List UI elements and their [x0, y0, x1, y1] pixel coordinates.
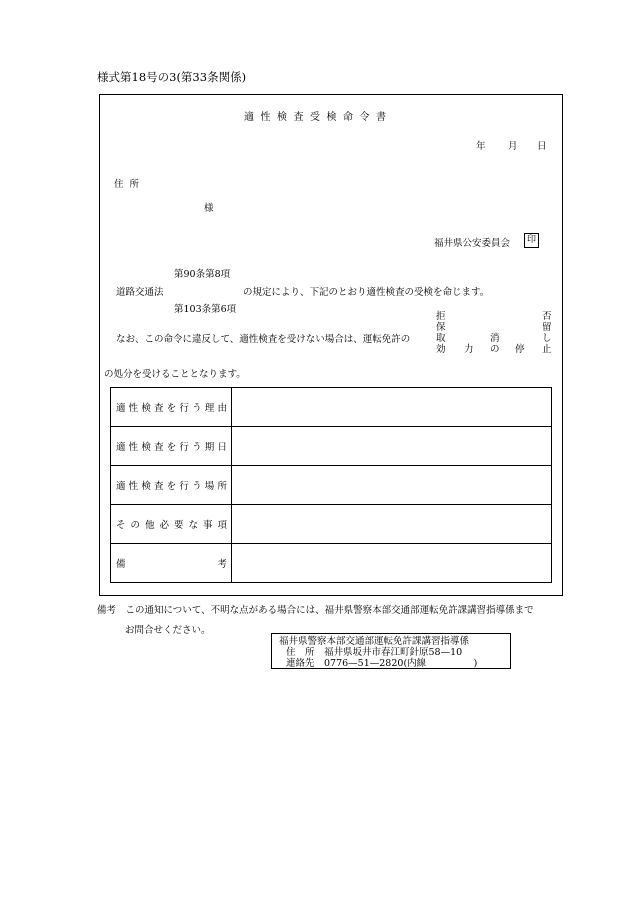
seal-mark: 印	[524, 233, 539, 248]
remarks-line-2: お問合せください。	[125, 625, 211, 636]
remarks-line-1: 備考 この通知について、不明な点がある場合には、福井県警察本部交通部運転免許課講習指導係まで	[97, 605, 534, 616]
document-title: 適性検査受検命令書	[244, 112, 393, 123]
row-label-remarks: 備考	[111, 544, 232, 583]
contact-office: 福井県警察本部交通部運転免許課講習指導係	[279, 636, 470, 647]
row-value-other	[232, 505, 552, 544]
date-month-label: 月	[508, 141, 518, 152]
disposition-col-3: 消 の	[490, 333, 500, 355]
contact-address: 住 所 福井県坂井市春江町針原58—10	[286, 647, 463, 658]
row-label-date: 適性検査を行う期日	[111, 427, 232, 466]
row-value-date	[232, 427, 552, 466]
row-label-other: その他必要な事項	[111, 505, 232, 544]
details-table	[110, 387, 552, 583]
disposition-col-2: 力	[464, 344, 474, 355]
table-row	[111, 544, 552, 583]
notice-text-2: の処分を受けることとなります。	[104, 369, 246, 380]
contact-box	[271, 633, 511, 669]
row-value-reason	[232, 388, 552, 427]
address-label: 住所	[114, 179, 146, 190]
table-row	[111, 505, 552, 544]
contact-phone: 連絡先 0776—51—2820(内線 )	[286, 658, 478, 669]
law-name: 道路交通法	[116, 287, 164, 298]
disposition-col-1: 拒 保 取 効	[436, 311, 446, 355]
notice-text: なお、この命令に違反して、適性検査を受けない場合は、運転免許の	[116, 334, 411, 345]
honorific-sama: 様	[204, 203, 214, 214]
table-row	[111, 466, 552, 505]
date-day-label: 日	[537, 141, 547, 152]
disposition-col-5: 否 留 し 止	[542, 311, 552, 355]
row-value-place	[232, 466, 552, 505]
article-103-ref: 第103条第6項	[174, 304, 237, 315]
row-label-reason: 適性検査を行う理由	[111, 388, 232, 427]
table-row	[111, 427, 552, 466]
command-text: の規定により、下記のとおり適性検査の受検を命じます。	[243, 287, 490, 298]
row-value-remarks	[232, 544, 552, 583]
disposition-col-4: 停	[515, 344, 525, 355]
row-label-place: 適性検査を行う場所	[111, 466, 232, 505]
date-year-label: 年	[476, 141, 486, 152]
form-number-label: 様式第18号の3(第33条関係)	[97, 70, 247, 84]
issuer-name: 福井県公安委員会	[434, 238, 511, 249]
article-90-ref: 第90条第8項	[174, 269, 231, 280]
table-row	[111, 388, 552, 427]
